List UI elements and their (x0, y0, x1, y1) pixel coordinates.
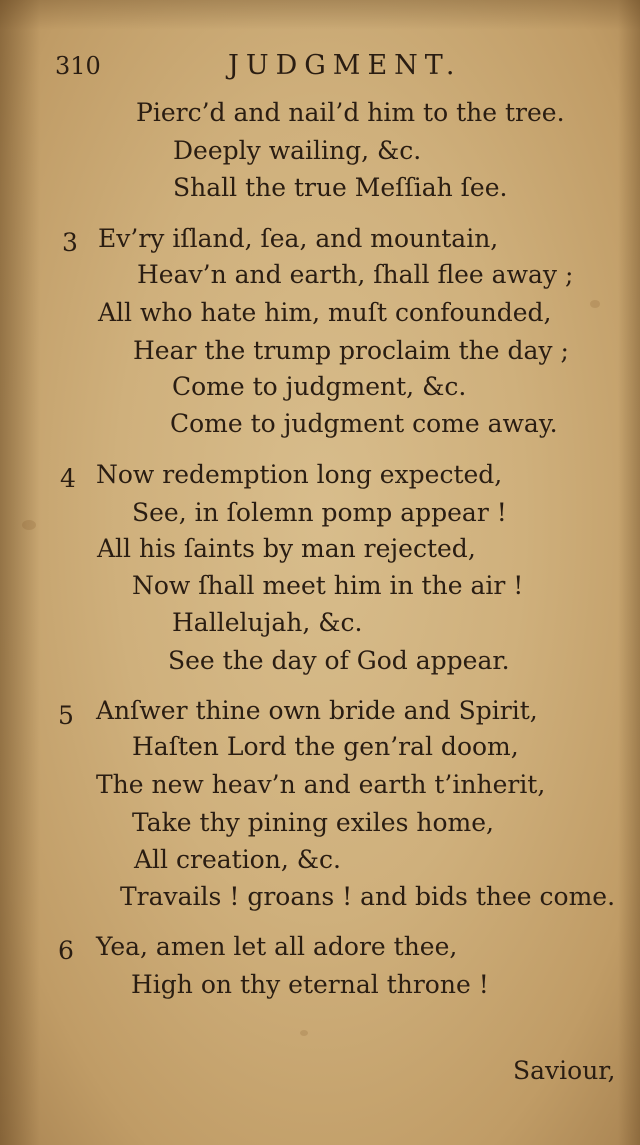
verse-line: Heav’n and earth, ſhall flee away ; (137, 260, 574, 289)
page-shadow-right (618, 0, 640, 1145)
verse-line: Hear the trump proclaim the day ; (133, 336, 569, 365)
verse-line: Ev’ry iſland, ſea, and mountain, (98, 224, 499, 253)
verse-line: Anſwer thine own bride and Spirit, (96, 696, 538, 725)
stanza-number: 3 (62, 228, 78, 257)
verse-line: See, in ſolemn pomp appear ! (132, 498, 507, 527)
stanza-number: 5 (58, 701, 74, 730)
verse-line: Deeply wailing, &c. (173, 136, 422, 165)
verse-line: Now ſhall meet him in the air ! (132, 571, 524, 600)
verse-line: Hallelujah, &c. (172, 608, 363, 637)
foxing-spot (22, 520, 36, 530)
verse-line: All his ſaints by man rejected, (97, 534, 476, 563)
verse-line: All creation, &c. (134, 845, 341, 874)
verse-line: Now redemption long expected, (96, 460, 503, 489)
catchword: Saviour, (513, 1056, 616, 1085)
foxing-spot (590, 300, 600, 308)
verse-line: See the day of God appear. (168, 646, 510, 675)
stanza-number: 6 (58, 936, 74, 965)
foxing-spot (300, 1030, 308, 1036)
verse-line: Come to judgment, &c. (172, 372, 467, 401)
page-shadow-top (0, 0, 640, 30)
verse-line: Come to judgment come away. (170, 409, 558, 438)
page-number: 310 (55, 52, 101, 80)
verse-line: Yea, amen let all adore thee, (96, 932, 458, 961)
stanza-number: 4 (60, 464, 76, 493)
verse-line: Shall the true Meſſiah ſee. (173, 173, 508, 202)
verse-line: Pierc’d and nail’d him to the tree. (136, 98, 565, 127)
verse-line: Take thy pining exiles home, (132, 808, 494, 837)
verse-line: High on thy eternal throne ! (131, 970, 489, 999)
page-shadow-left (0, 0, 40, 1145)
running-title: JUDGMENT. (228, 50, 462, 81)
verse-line: Travails ! groans ! and bids thee come. (120, 882, 616, 911)
verse-line: All who hate him, muſt confounded, (98, 298, 552, 327)
verse-line: Haſten Lord the gen’ral doom, (132, 732, 519, 761)
verse-line: The new heav’n and earth t’inherit, (96, 770, 546, 799)
